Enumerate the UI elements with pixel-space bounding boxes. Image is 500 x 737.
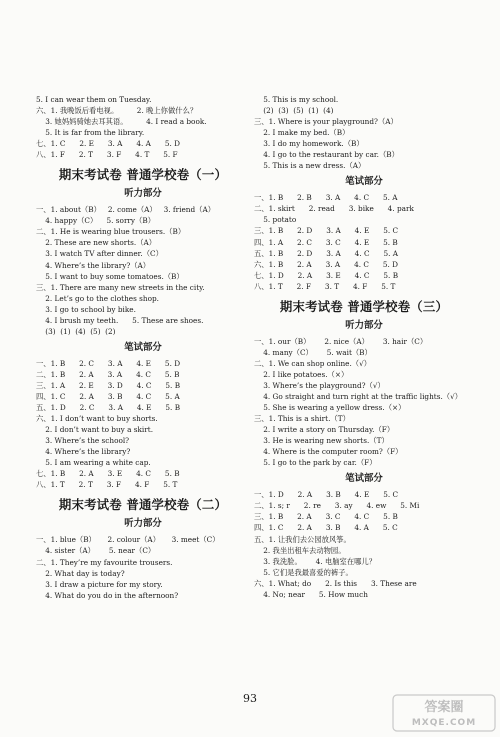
answer-line: 一、1. D 2. A 3. B 4. E 5. C	[254, 490, 399, 500]
answer-line: 2. I don’t want to buy a skirt.	[36, 425, 154, 435]
answer-line: 三、1. B 2. A 3. C 4. C 5. B	[254, 512, 398, 522]
answer-line: 六、1. B 2. A 3. A 4. C 5. D	[254, 259, 399, 269]
answer-line: 4. Where’s the library?	[36, 447, 131, 457]
answer-line: 5. This is a new dress.（A）	[254, 161, 366, 171]
answer-line: 二、1. He is wearing blue trousers.（B）	[36, 227, 186, 237]
answer-line: 5. This is my school.	[254, 95, 339, 104]
section-title: 期末考试卷 普通学校卷（一）	[58, 167, 228, 183]
page-number: 93	[243, 692, 257, 705]
answer-line: 2. These are new shorts.（A）	[36, 238, 157, 248]
right-column	[254, 94, 474, 600]
answer-line: 5. I can wear them on Tuesday.	[36, 95, 152, 104]
answer-line: 2. 我坐出租车去动物园。	[254, 545, 346, 555]
answer-line: (3) (1) (4) (5) (2)	[36, 326, 116, 336]
answer-line: 3. Where’s the school?	[36, 436, 130, 446]
answer-line: 4. I brush my teeth. 5. These are shoes.	[36, 315, 204, 325]
section-subtitle: 听力部分	[345, 319, 383, 331]
answer-line: 八、1. T 2. T 3. F 4. F 5. T	[36, 480, 178, 490]
answer-line: 4. What do you do in the afternoon?	[36, 590, 179, 600]
answer-line: 5. I want to buy some tomatoes.（B）	[36, 271, 184, 281]
answer-line: 3. I watch TV after dinner.（C）	[36, 249, 163, 259]
section-subtitle: 笔试部分	[124, 341, 162, 353]
answer-line: 一、1. blue（B） 2. colour（A） 3. meet（C）	[36, 535, 220, 545]
answer-line: 三、1. Where is your playground?（A）	[254, 117, 398, 127]
answer-line: 三、1. There are many new streets in the city.	[36, 282, 205, 292]
answer-line: 2. I write a story on Thursday.（F）	[254, 425, 395, 435]
answer-line: 2. What day is today?	[36, 568, 125, 578]
answer-line: 一、1. B 2. C 3. A 4. E 5. D	[36, 358, 181, 368]
answer-line: 2. I like potatoes.（×）	[254, 369, 349, 379]
svg-text:MXQE.COM: MXQE.COM	[411, 718, 477, 728]
answer-line: 五、1. D 2. C 3. A 4. E 5. B	[36, 403, 181, 413]
answer-line: 5. potato	[254, 215, 297, 225]
section-title: 期末考试卷 普通学校卷（二）	[58, 497, 228, 513]
answer-line: 七、1. D 2. A 3. E 4. C 5. B	[254, 270, 399, 280]
answer-line: 七、1. C 2. E 3. A 4. A 5. D	[36, 139, 180, 149]
answer-line: 八、1. T 2. F 3. T 4. F 5. T	[254, 281, 396, 291]
answer-line: 二、1. B 2. A 3. A 4. C 5. B	[36, 369, 180, 379]
answer-line: 3. Where’s the playground?（√）	[254, 380, 385, 390]
answer-line: 一、1. about（B） 2. come（A） 3. friend（A）	[36, 205, 216, 215]
section-subtitle: 听力部分	[124, 518, 162, 530]
answer-line: 二、1. They’re my favourite trousers.	[36, 557, 173, 567]
answer-line: 四、1. A 2. C 3. C 4. E 5. B	[254, 237, 398, 247]
answer-line: 4. sister（A） 5. near（C）	[36, 546, 156, 556]
answer-line: 七、1. B 2. A 3. E 4. C 5. B	[36, 469, 180, 479]
section-subtitle: 听力部分	[124, 188, 162, 200]
answer-line: 3. He is wearing new shorts.（T）	[254, 436, 389, 446]
answer-line: 二、1. We can shop online.（√）	[254, 358, 372, 368]
answer-line: (2) (3) (5) (1) (4)	[254, 106, 334, 116]
answer-line: 2. I make my bed.（B）	[254, 128, 350, 138]
answer-line: 4. Where’s the library?（A）	[36, 260, 151, 270]
answer-line: 2. Let’s go to the clothes shop.	[36, 293, 159, 303]
answer-line: 3. 我洗脸。 4. 电脑室在哪儿？	[254, 556, 377, 566]
answer-line: 3. I go to school by bike.	[36, 304, 136, 314]
answer-line: 三、1. B 2. D 3. A 4. E 5. C	[254, 226, 399, 236]
answer-line: 4. many（C） 5. wait（B）	[254, 347, 372, 357]
watermark-logo	[392, 694, 496, 732]
answer-line: 三、1. A 2. E 3. D 4. C 5. B	[36, 380, 181, 390]
answer-line: 5. She is wearing a yellow dress.（×）	[254, 403, 406, 413]
answer-line: 三、1. This is a shirt.（T）	[254, 414, 350, 424]
answer-line: 4. happy（C） 5. sorry（B）	[36, 216, 156, 226]
section-subtitle: 笔试部分	[345, 473, 383, 485]
answer-line: 二、1. skirt 2. read 3. bike 4. park	[254, 204, 414, 214]
left-column	[36, 94, 250, 601]
answer-line: 5. I go to the park by car.（F）	[254, 458, 377, 468]
answer-line: 四、1. C 2. A 3. B 4. C 5. A	[36, 391, 180, 401]
answer-line: 八、1. F 2. T 3. F 4. T 5. F	[36, 150, 178, 160]
answer-line: 一、1. our（B） 2. nice（A） 3. hair（C）	[254, 336, 428, 346]
answer-line: 5. 它们是我最喜爱的裤子。	[254, 567, 353, 577]
answer-line: 四、1. C 2. A 3. B 4. A 5. C	[254, 523, 398, 533]
answer-line: 一、1. B 2. B 3. A 4. C 5. A	[254, 193, 398, 203]
answer-line: 五、1. B 2. D 3. A 4. C 5. A	[254, 248, 399, 258]
section-title: 期末考试卷 普通学校卷（三）	[279, 298, 449, 314]
answer-line: 5. I am wearing a white cap.	[36, 458, 151, 468]
section-subtitle: 笔试部分	[345, 176, 383, 188]
answer-line: 六、1. What; do 2. Is this 3. These are	[254, 578, 417, 588]
answer-line: 六、1. I don’t want to buy shorts.	[36, 414, 158, 424]
answer-line: 3. I do my homework.（B）	[254, 139, 364, 149]
svg-text:答案圈: 答案圈	[424, 700, 464, 715]
answer-line: 五、1. 让我们去公园放风筝。	[254, 534, 351, 544]
answer-line: 4. Go straight and turn right at the traffic lights.（√）	[254, 391, 463, 401]
answer-line: 4. I go to the restaurant by car.（B）	[254, 150, 399, 160]
answer-line: 5. It is far from the library.	[36, 128, 145, 138]
answer-line: 4. Where is the computer room?（F）	[254, 447, 403, 457]
answer-line: 4. No; near 5. How much	[254, 589, 368, 599]
answer-line: 3. 她妈妈骑她去耳其语。 4. I read a book.	[36, 117, 207, 127]
answer-line: 二、1. s; r 2. re 3. ay 4. ew 5. Mi	[254, 501, 420, 511]
answer-line: 3. I draw a picture for my story.	[36, 579, 163, 589]
answer-line: 六、1. 我晚饭后看电视。 2. 晚上你做什么？	[36, 106, 198, 116]
